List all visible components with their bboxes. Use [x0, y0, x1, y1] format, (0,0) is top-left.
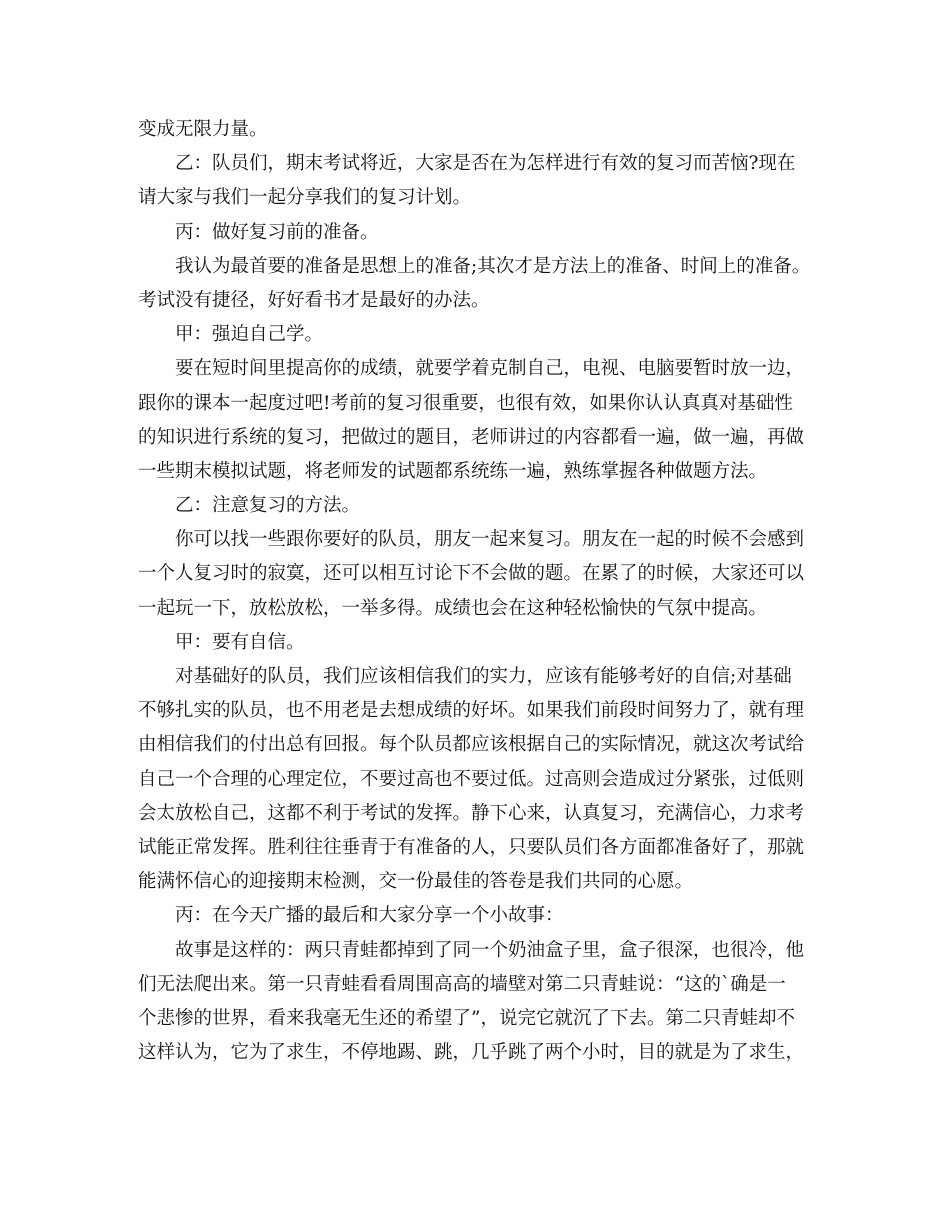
paragraph-line: 丙：在今天广播的最后和大家分享一个小故事：	[175, 905, 564, 927]
paragraph-line: 由相信我们的付出总有回报。每个队员都应该根据自己的实际情况，就这次考试给	[138, 734, 805, 756]
paragraph-line: 变成无限力量。	[138, 119, 268, 140]
paragraph-line: 会太放松自己，这都不利于考试的发挥。静下心来，认真复习，充满信心，力求考	[138, 802, 805, 824]
document-body	[138, 113, 818, 1070]
paragraph-line: 自己一个合理的心理定位，不要过高也不要过低。过高则会造成过分紧张，过低则	[138, 768, 805, 790]
paragraph-line: 故事是这样的：两只青蛙都掉到了同一个奶油盒子里，盒子很深，也很冷，他	[175, 939, 805, 961]
paragraph-line: 乙：注意复习的方法。	[175, 495, 361, 517]
paragraph-line: 能满怀信心的迎接期末检测，交一份最佳的答卷是我们共同的心愿。	[138, 871, 694, 893]
paragraph-line: 丙：做好复习前的准备。	[175, 221, 379, 243]
paragraph-line: 们无法爬出来。第一只青蛙看看周围高高的墙壁对第二只青蛙说：“这的`确是一	[138, 973, 786, 995]
paragraph-line: 一个人复习时的寂寞，还可以相互讨论下不会做的题。在累了的时候，大家还可以	[138, 563, 805, 585]
paragraph-line: 请大家与我们一起分享我们的复习计划。	[138, 187, 472, 209]
paragraph-line: 不够扎实的队员，也不用老是去想成绩的好坏。如果我们前段时间努力了，就有理	[138, 700, 805, 722]
paragraph-line: 的知识进行系统的复习，把做过的题目，老师讲过的内容都看一遍，做一遍，再做	[138, 426, 805, 448]
paragraph-line: 你可以找一些跟你要好的队员，朋友一起来复习。朋友在一起的时候不会感到	[175, 529, 805, 551]
paragraph-line: 对基础好的队员，我们应该相信我们的实力，应该有能够考好的自信;对基础	[175, 666, 792, 687]
paragraph-line: 试能正常发挥。胜利往往垂青于有准备的人，只要队员们各方面都准备好了，那就	[138, 836, 805, 858]
paragraph-line: 一些期末模拟试题，将老师发的试题都系统练一遍，熟练掌握各种做题方法。	[138, 460, 768, 482]
paragraph-line: 要在短时间里提高你的成绩，就要学着克制自己，电视、电脑要暂时放一边，	[175, 358, 805, 380]
paragraph-line: 我认为最首要的准备是思想上的准备;其次才是方法上的准备、时间上的准备。	[175, 255, 811, 277]
paragraph-line: 这样认为，它为了求生，不停地踢、跳，几乎跳了两个小时，目的就是为了求生，	[138, 1042, 805, 1064]
paragraph-line: 个悲惨的世界，看来我毫无生还的希望了”，说完它就沉了下去。第二只青蛙却不	[138, 1007, 795, 1029]
paragraph-line: 乙：队员们，期末考试将近，大家是否在为怎样进行有效的复习而苦恼?现在	[175, 153, 796, 175]
paragraph-line: 甲：强迫自己学。	[175, 324, 324, 346]
paragraph-line: 考试没有捷径，好好看书才是最好的办法。	[138, 289, 490, 311]
paragraph-line: 甲：要有自信。	[175, 631, 305, 653]
paragraph-line: 跟你的课本一起度过吧!考前的复习很重要，也很有效，如果你认认真真对基础性	[138, 392, 793, 414]
paragraph-line: 一起玩一下，放松放松，一举多得。成绩也会在这种轻松愉快的气氛中提高。	[138, 597, 768, 619]
